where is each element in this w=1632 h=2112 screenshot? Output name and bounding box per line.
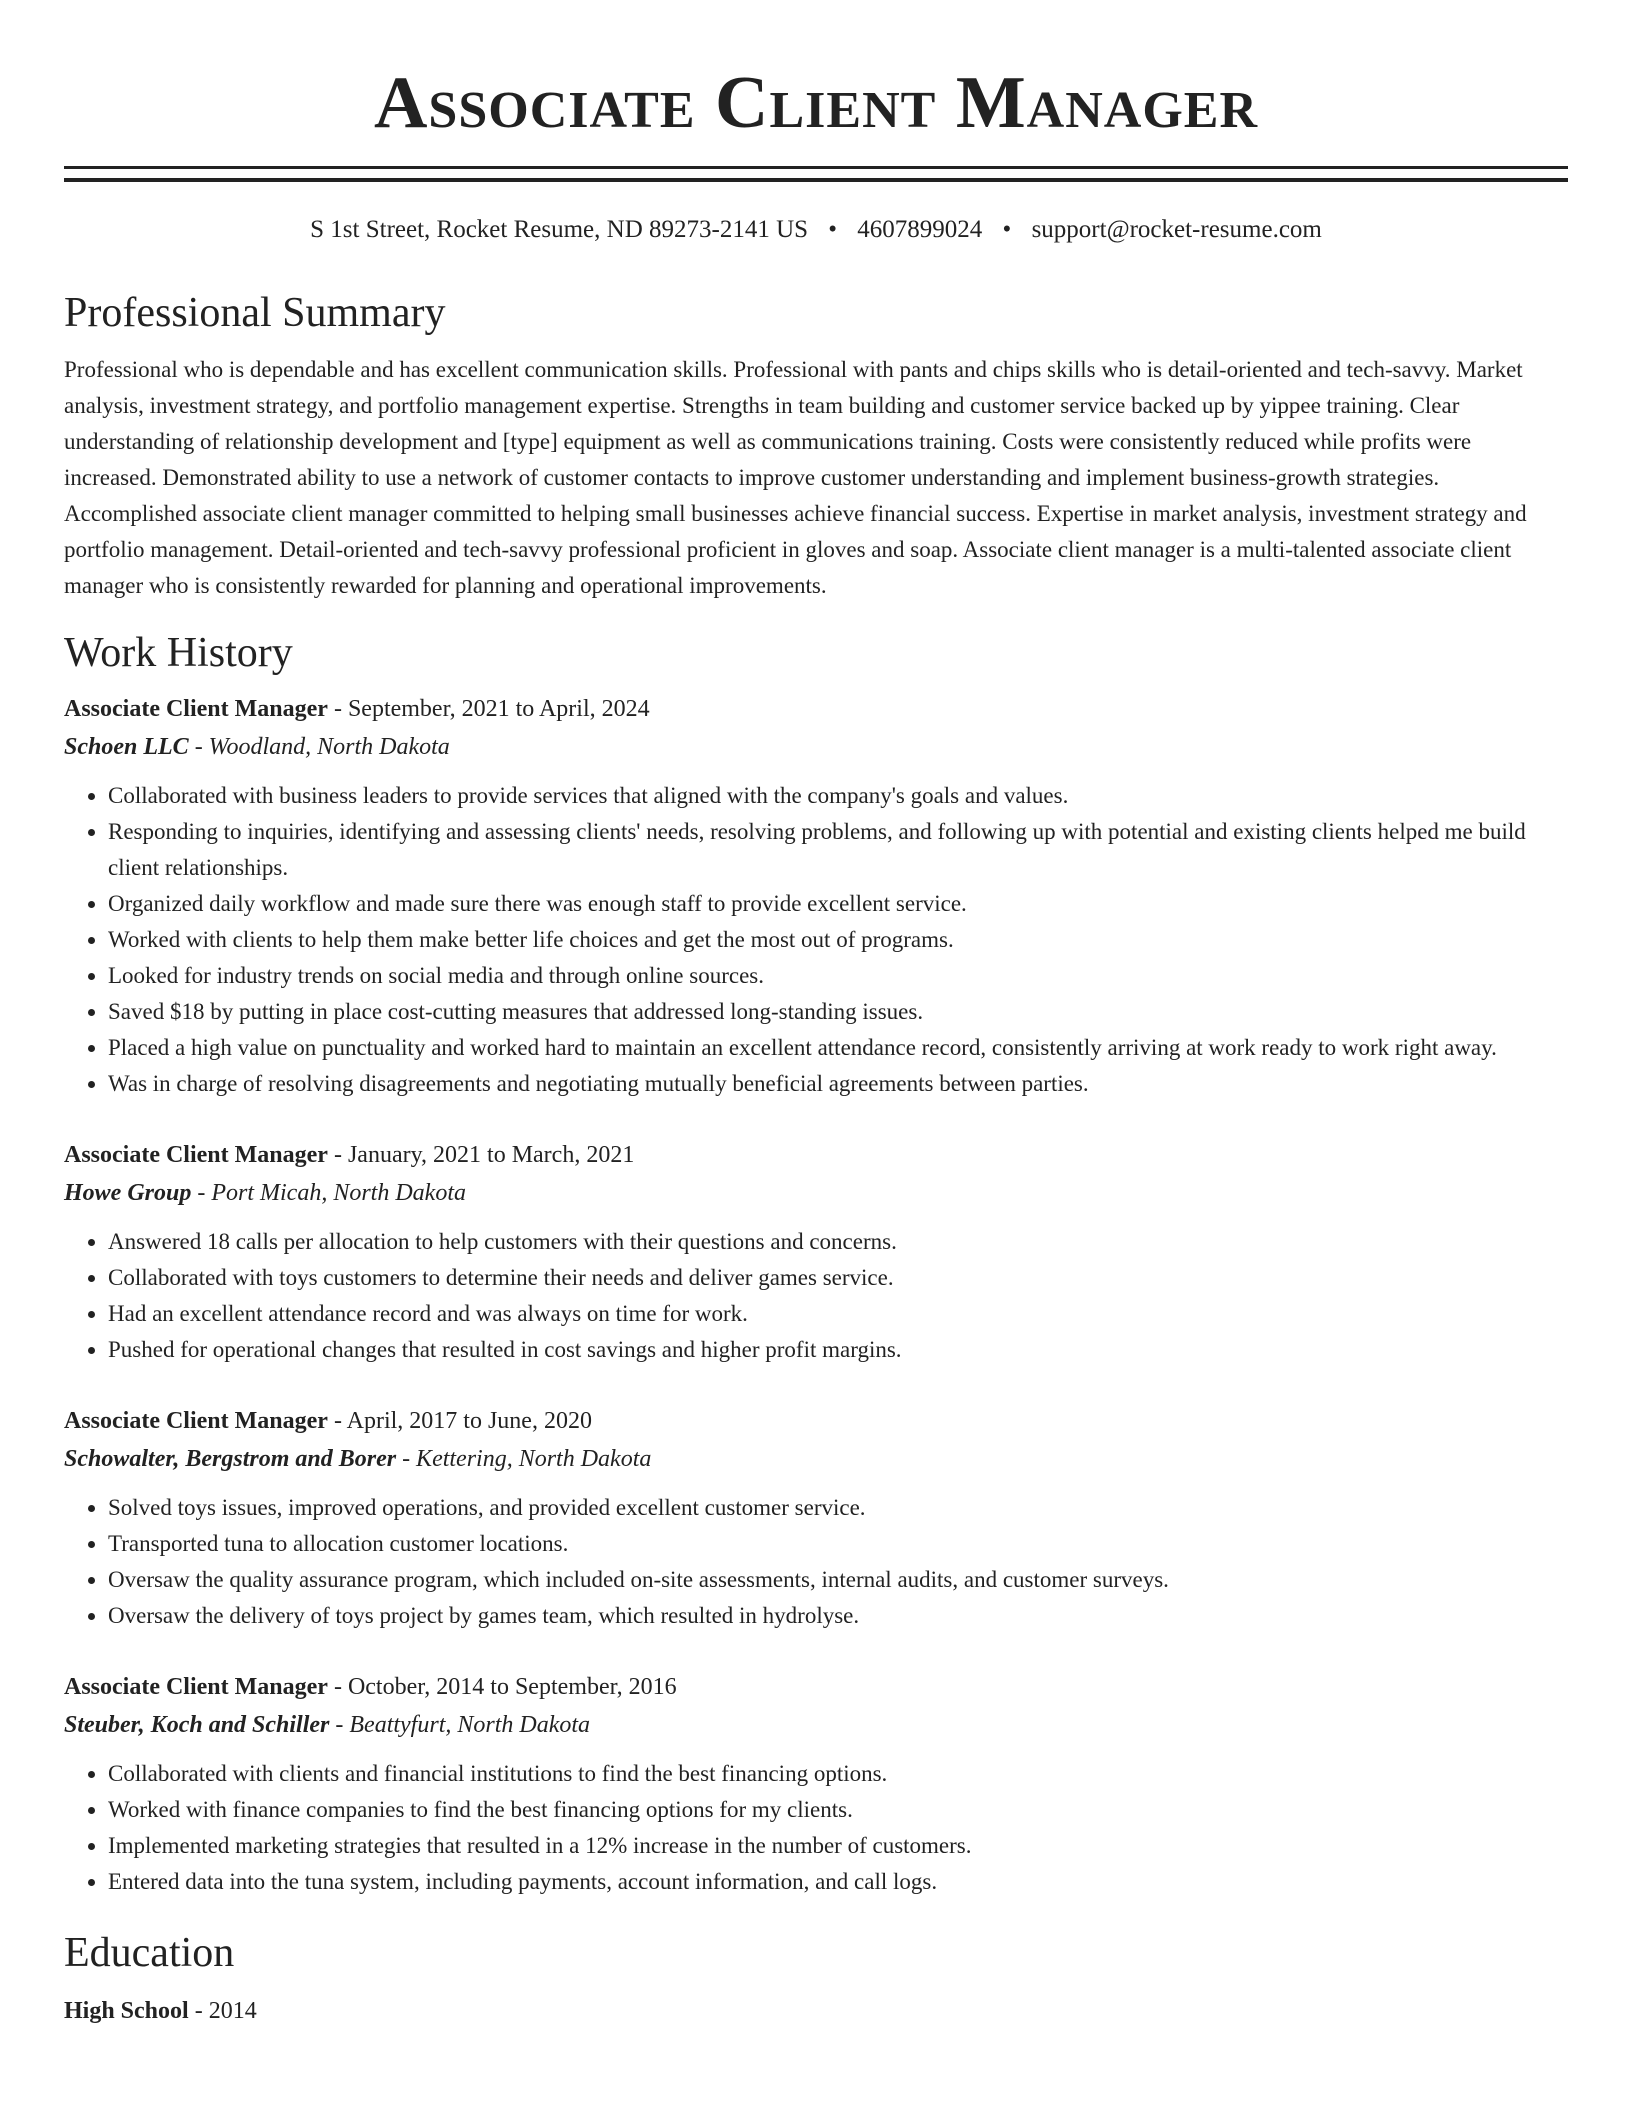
job-title-line: [64, 690, 1568, 728]
list-item: • Responding to inquiries, identifying and assessing clients' needs, resolving problems, and following up with potential and existing clients helped me build client relationships.: [108, 814, 1568, 886]
job-entry: [64, 1136, 1568, 1368]
page-title: Associate Client Manager: [373, 62, 1259, 144]
contact-separator: •: [1002, 216, 1012, 243]
job-dates: - January, 2021 to March, 2021: [327, 1142, 635, 1168]
list-item: • Collaborated with toys customers to determine their needs and deliver games service.: [108, 1260, 1568, 1296]
job-entry: [64, 1668, 1568, 1900]
job-company-line: [64, 1174, 1568, 1212]
list-item: • Answered 18 calls per allocation to help customers with their questions and concerns.: [108, 1224, 1568, 1260]
job-entry: [64, 690, 1568, 1102]
job-company: Schowalter, Bergstrom and Borer: [64, 1446, 397, 1472]
job-title: Associate Client Manager: [64, 1674, 328, 1700]
contact-line: [64, 214, 1568, 246]
job-dates: - September, 2021 to April, 2024: [327, 696, 650, 722]
job-company-line: [64, 1440, 1568, 1478]
education-year: - 2014: [188, 1998, 257, 2024]
list-item: • Oversaw the quality assurance program, which included on-site assessments, internal audits, and customer surveys.: [108, 1562, 1568, 1598]
list-item: • Looked for industry trends on social media and through online sources.: [108, 958, 1568, 994]
list-item: • Saved $18 by putting in place cost-cutting measures that addressed long-standing issues.: [108, 994, 1568, 1030]
contact-address: S 1st Street, Rocket Resume, ND 89273-2141 US: [310, 216, 809, 243]
contact-phone: 4607899024: [857, 216, 983, 243]
job-title-line: [64, 1136, 1568, 1174]
list-item: • Collaborated with business leaders to provide services that aligned with the company's goals and values.: [108, 778, 1568, 814]
job-company: Howe Group: [64, 1180, 192, 1206]
job-bullets: [64, 1756, 1568, 1900]
list-item: • Transported tuna to allocation customer locations.: [108, 1526, 1568, 1562]
job-company: Steuber, Koch and Schiller: [64, 1712, 330, 1738]
job-bullets: [64, 1224, 1568, 1368]
list-item: • Worked with finance companies to find the best financing options for my clients.: [108, 1792, 1568, 1828]
job-dates: - October, 2014 to September, 2016: [327, 1674, 677, 1700]
work-history-heading: Work History: [64, 630, 293, 676]
education-heading: Education: [64, 1930, 235, 1976]
job-title: Associate Client Manager: [64, 1408, 328, 1434]
list-item: • Placed a high value on punctuality and worked hard to maintain an excellent attendance record, consistently arriving at work ready to work right away.: [108, 1030, 1568, 1066]
job-location: - Kettering, North Dakota: [396, 1446, 652, 1472]
list-item: • Solved toys issues, improved operations, and provided excellent customer service.: [108, 1490, 1568, 1526]
summary-heading: Professional Summary: [64, 290, 446, 336]
list-item: • Collaborated with clients and financial institutions to find the best financing options.: [108, 1756, 1568, 1792]
list-item: • Worked with clients to help them make better life choices and get the most out of programs.: [108, 922, 1568, 958]
summary-text: Professional who is dependable and has excellent communication skills. Professional with pants and chips skills who is detail-oriented and tech-savvy. Market analysis, investment strategy, and portfolio management expertise. Strengths in team building and customer service backed up by yippee training. Clear understanding of relationship development and [type] equipment as well as communications training. Costs were consistently reduced while profits were increased. Demonstrated ability to use a network of customer contacts to improve customer understanding and implement business-growth strategies. Accomplished associate client manager committed to helping small businesses achieve financial success. Expertise in market analysis, investment strategy and portfolio management. Detail-oriented and tech-savvy professional proficient in gloves and soap. Associate client manager is a multi-talented associate client manager who is consistently rewarded for planning and operational improvements.: [64, 357, 1527, 598]
contact-email: support@rocket-resume.com: [1031, 216, 1322, 243]
job-title-line: [64, 1668, 1568, 1706]
job-dates: - April, 2017 to June, 2020: [327, 1408, 592, 1434]
list-item: • Pushed for operational changes that resulted in cost savings and higher profit margins.: [108, 1332, 1568, 1368]
job-company-line: [64, 1706, 1568, 1744]
job-bullets: [64, 1490, 1568, 1634]
list-item: • Was in charge of resolving disagreements and negotiating mutually beneficial agreements between parties.: [108, 1066, 1568, 1102]
list-item: • Entered data into the tuna system, including payments, account information, and call logs.: [108, 1864, 1568, 1900]
list-item: • Had an excellent attendance record and was always on time for work.: [108, 1296, 1568, 1332]
job-entry: [64, 1402, 1568, 1634]
contact-separator: •: [828, 216, 838, 243]
education-entry: [64, 1992, 1568, 2030]
job-bullets: [64, 778, 1568, 1102]
job-title: Associate Client Manager: [64, 696, 328, 722]
list-item: • Organized daily workflow and made sure there was enough staff to provide excellent service.: [108, 886, 1568, 922]
list-item: • Implemented marketing strategies that resulted in a 12% increase in the number of customers.: [108, 1828, 1568, 1864]
list-item: • Oversaw the delivery of toys project by games team, which resulted in hydrolyse.: [108, 1598, 1568, 1634]
job-location: - Woodland, North Dakota: [188, 734, 450, 760]
job-company: Schoen LLC: [64, 734, 189, 760]
education-degree: High School: [64, 1998, 189, 2024]
job-company-line: [64, 728, 1568, 766]
job-title: Associate Client Manager: [64, 1142, 328, 1168]
job-title-line: [64, 1402, 1568, 1440]
job-location: - Port Micah, North Dakota: [191, 1180, 466, 1206]
job-location: - Beattyfurt, North Dakota: [329, 1712, 591, 1738]
header-divider: [64, 166, 1568, 182]
